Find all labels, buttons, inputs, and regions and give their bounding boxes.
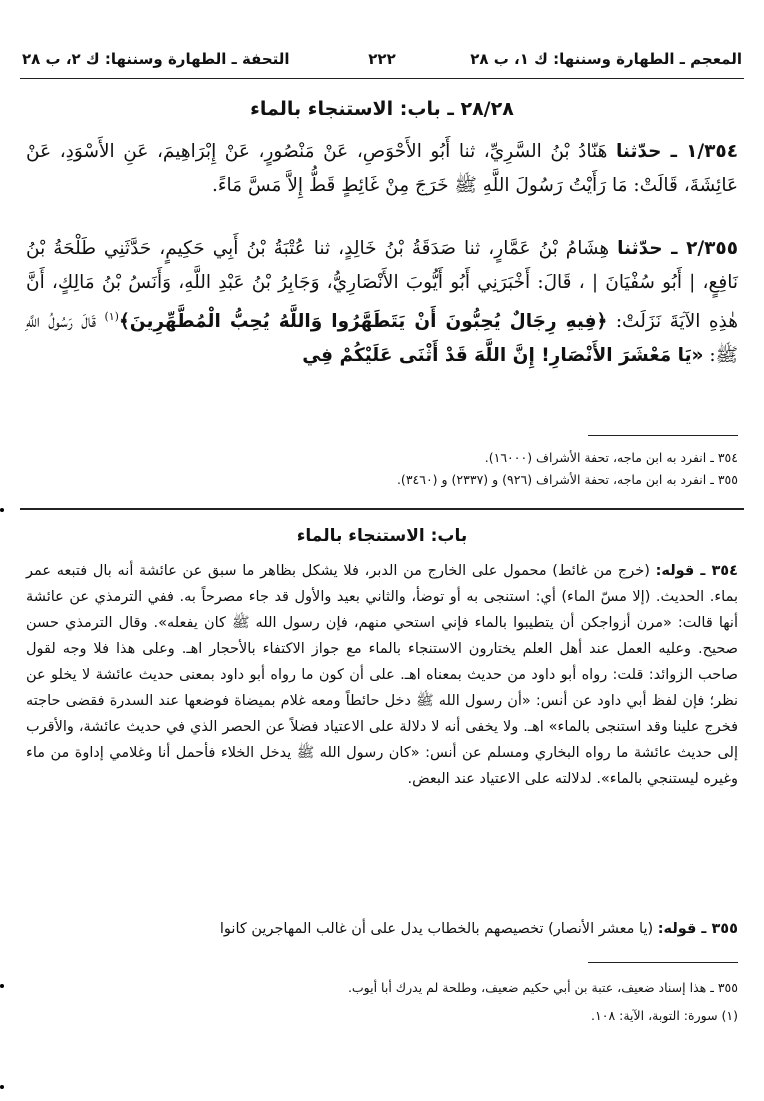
commentary-354-lead: ٣٥٤ ـ قوله: bbox=[655, 563, 738, 579]
takhrij-notes bbox=[26, 447, 738, 491]
footnote-1: (١) سورة: التوبة، الآية: ١٠٨. bbox=[591, 1008, 738, 1023]
header-left: التحفة ـ الطهارة وسننها: ك ٢، ب ٢٨ bbox=[22, 50, 290, 68]
scan-mark bbox=[0, 508, 4, 512]
hadith-354-number: ١/٣٥٤ ـ حدّثنا bbox=[615, 141, 738, 162]
hadith-354-text: هَنّادُ بْنُ السَّرِيِّ، ثنا أَبُو الأَحْوَصِ، عَنْ مَنْصُورٍ، عَنْ إِبْرَاهِيمَ، عَنِ الأَسْوَدِ، عَنْ عَائِشَةَ، قَالَتْ: مَا رَأَيْتُ رَسُولَ اللَّهِ ﷺ خَرَجَ مِنْ غَائِطٍ قَطُّ إِلاَّ مَسَّ مَاءً. bbox=[26, 141, 738, 196]
commentary-355 bbox=[26, 916, 738, 942]
commentary-354 bbox=[26, 558, 738, 792]
footnote-mark: (١) bbox=[104, 310, 119, 323]
hadith-355 bbox=[26, 232, 738, 373]
chapter-title: ٢٨/٢٨ ـ باب: الاستنجاء بالماء bbox=[250, 98, 514, 120]
page-number: ٢٢٢ bbox=[368, 50, 396, 68]
hadith-355-number: ٢/٣٥٥ ـ حدّثنا bbox=[617, 238, 738, 259]
footnotes bbox=[26, 974, 738, 1030]
hadith-355-quote: «يَا مَعْشَرَ الأَنْصَارِ! إِنَّ اللَّهَ قَدْ أَثْنَى عَلَيْكُمْ فِي bbox=[302, 345, 704, 367]
hadith-354 bbox=[26, 135, 738, 203]
takhrij-354: ٣٥٤ ـ انفرد به ابن ماجه، تحفة الأشراف (١٦٠٠٠). bbox=[484, 450, 738, 465]
header-rule bbox=[20, 78, 744, 79]
commentary-354-text: (خرج من غائط) محمول على الخارج من الدبر، فلا يشكل بظاهر ما سبق عن عائشة أنه بال فتبعه عمر بماء. الحديث. (إلا مسّ الماء) أي: استنجى به أو توضأ، والثاني بعيد والأول قد جاء مصرحاً به. ففي الترمذي عن عائشة أنها قالت: «مرن أزواجكن أن يتطيبوا بالماء فإني استحي منهم، فإن رسول الله ﷺ كان يفعله». وقال الترمذي حسن صحيح. وعليه العمل عند أهل العلم يختارون الاستنجاء بالماء مع جواز الاكتفاء بالأحجار اهـ. وعلى هذا فلا وجه لقول صاحب الزوائد: قلت: رواه أبو داود من حديث بمعناه اهـ. على أن كون ما رواه أبو داود بمعنى حديث عائشة لا يخلو عن نظر؛ فإن لفظ أبي داود عن أنس: «أن رسول الله ﷺ دخل حائطاً ومعه غلام بميضاة فوضعها عند السدرة فقضى حاجته فخرج علينا وقد استنجى بالماء» اهـ. ولا يخفى أنه لا دلالة على الاعتياد فضلاً عن الحصر الذي في حديث عائشة، والأقرب إلى حديث عائشة ما رواه البخاري ومسلم عن أنس: «كان رسول الله ﷺ يدخل الخلاء فأحمل أنا وغلامي إداوة من ماء وغيره ليستنجي بالماء». لدلالته على الاعتياد عند البعض. bbox=[26, 563, 738, 787]
footnote-rule bbox=[588, 962, 738, 963]
running-header bbox=[22, 50, 742, 72]
header-right: المعجم ـ الطهارة وسننها: ك ١، ب ٢٨ bbox=[470, 50, 742, 68]
footnote-355: ٣٥٥ ـ هذا إسناد ضعيف، عتبة بن أبي حكيم ضعيف، وطلحة لم يدرك أبا أيوب. bbox=[347, 980, 738, 995]
quran-verse: ﴿فِيهِ رِجَالٌ يُحِبُّونَ أَنْ يَتَطَهَّرُوا وَاللَّهُ يُحِبُّ الْمُطَّهِّرِينَ﴾ bbox=[118, 311, 608, 333]
scan-mark bbox=[0, 1085, 4, 1089]
commentary-355-text: (يا معشر الأنصار) تخصيصهم بالخطاب يدل على أن غالب المهاجرين كانوا bbox=[219, 921, 654, 937]
scan-mark bbox=[0, 984, 4, 988]
takhrij-rule bbox=[588, 435, 738, 436]
hadith-355-text: هِشَامُ بْنُ عَمَّارٍ، ثنا صَدَقَةُ بْنُ خَالِدٍ، ثنا عُتْبَةُ بْنُ أَبِي حَكِيمٍ، حَدَّثَنِي طَلْحَةُ بْنُ نَافِعٍ، | أَبُو سُفْيَانَ | ، قَالَ: أَخْبَرَنِي أَبُو أَيُّوبَ الأَنْصَارِيُّ، وَجَابِرُ بْنُ عَبْدِ اللَّهِ، وَأَنَسُ بْنُ مَالِكٍ، أَنَّ هٰذِهِ الآيَةَ نَزَلَتْ: bbox=[26, 238, 738, 333]
takhrij-355: ٣٥٥ ـ انفرد به ابن ماجه، تحفة الأشراف (٩٢٦) و (٢٣٣٧) و (٣٤٦٠). bbox=[396, 472, 738, 487]
commentary-title: باب: الاستنجاء بالماء bbox=[296, 526, 468, 546]
commentary-355-lead: ٣٥٥ ـ قوله: bbox=[657, 921, 738, 937]
hadith-355-speech: قَالَ رَسُولُ اللَّهِ ﷺ: bbox=[26, 311, 738, 367]
section-divider bbox=[20, 508, 744, 510]
